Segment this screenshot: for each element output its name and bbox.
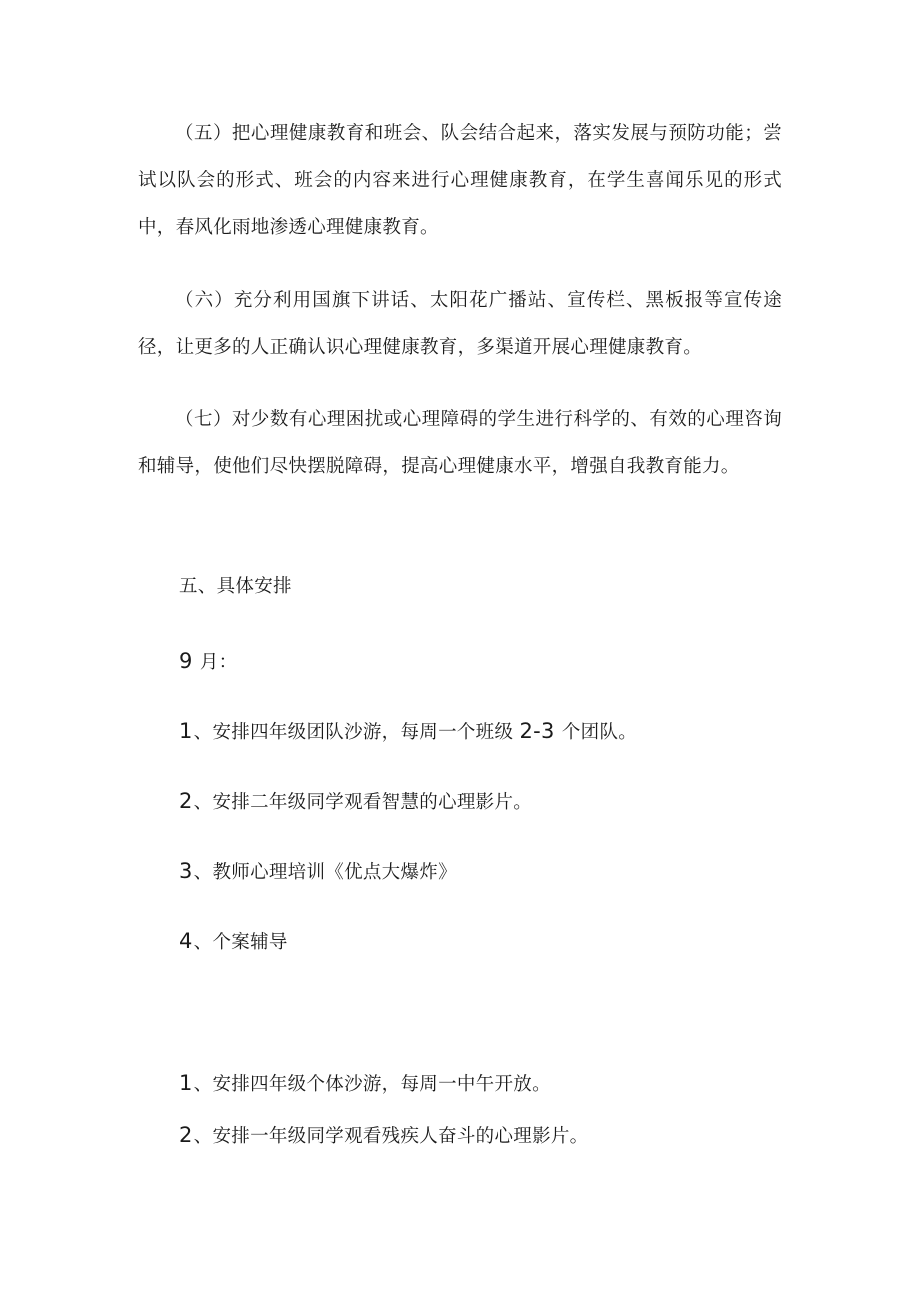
list-item-range-number: 2-3	[519, 719, 555, 743]
list-item-number: 3	[179, 859, 193, 883]
list-item	[179, 859, 457, 885]
list-item	[179, 929, 288, 955]
list-item-text: 、安排二年级同学观看智慧的心理影片。	[193, 792, 533, 813]
list-item	[179, 1123, 588, 1149]
list-item-number: 2	[179, 1123, 193, 1147]
month-number: 9	[179, 649, 193, 673]
list-item-text: 、个案辅导	[193, 932, 288, 953]
list-item-number: 1	[179, 1071, 193, 1095]
list-item-number: 4	[179, 929, 193, 953]
list-item-number: 1	[179, 719, 193, 743]
list-item-number: 2	[179, 789, 193, 813]
paragraph-seven: （七）对少数有心理困扰或心理障碍的学生进行科学的、有效的心理咨询和辅导，使他们尽快摆脱障碍，提高心理健康水平，增强自我教育能力。	[138, 409, 782, 477]
list-item-text: 、教师心理培训《优点大爆炸》	[193, 862, 457, 883]
month-text: 月：	[193, 652, 238, 673]
section-heading: 五、具体安排	[179, 576, 292, 597]
month-label	[179, 649, 237, 675]
list-item	[179, 789, 532, 815]
paragraph-five: （五）把心理健康教育和班会、队会结合起来，落实发展与预防功能；尝试以队会的形式、班会的内容来进行心理健康教育，在学生喜闻乐见的形式中，春风化雨地渗透心理健康教育。	[138, 123, 782, 238]
list-item	[179, 1071, 551, 1097]
list-item	[179, 719, 637, 745]
paragraph-six: （六）充分利用国旗下讲话、太阳花广播站、宣传栏、黑板报等宣传途径，让更多的人正确认识心理健康教育，多渠道开展心理健康教育。	[138, 290, 782, 358]
list-item-text-tail: 个团队。	[555, 722, 638, 743]
list-item-text: 、安排一年级同学观看残疾人奋斗的心理影片。	[193, 1126, 589, 1147]
list-item-text: 、安排四年级个体沙游，每周一中午开放。	[193, 1074, 551, 1095]
list-item-text: 、安排四年级团队沙游，每周一个班级	[193, 722, 520, 743]
